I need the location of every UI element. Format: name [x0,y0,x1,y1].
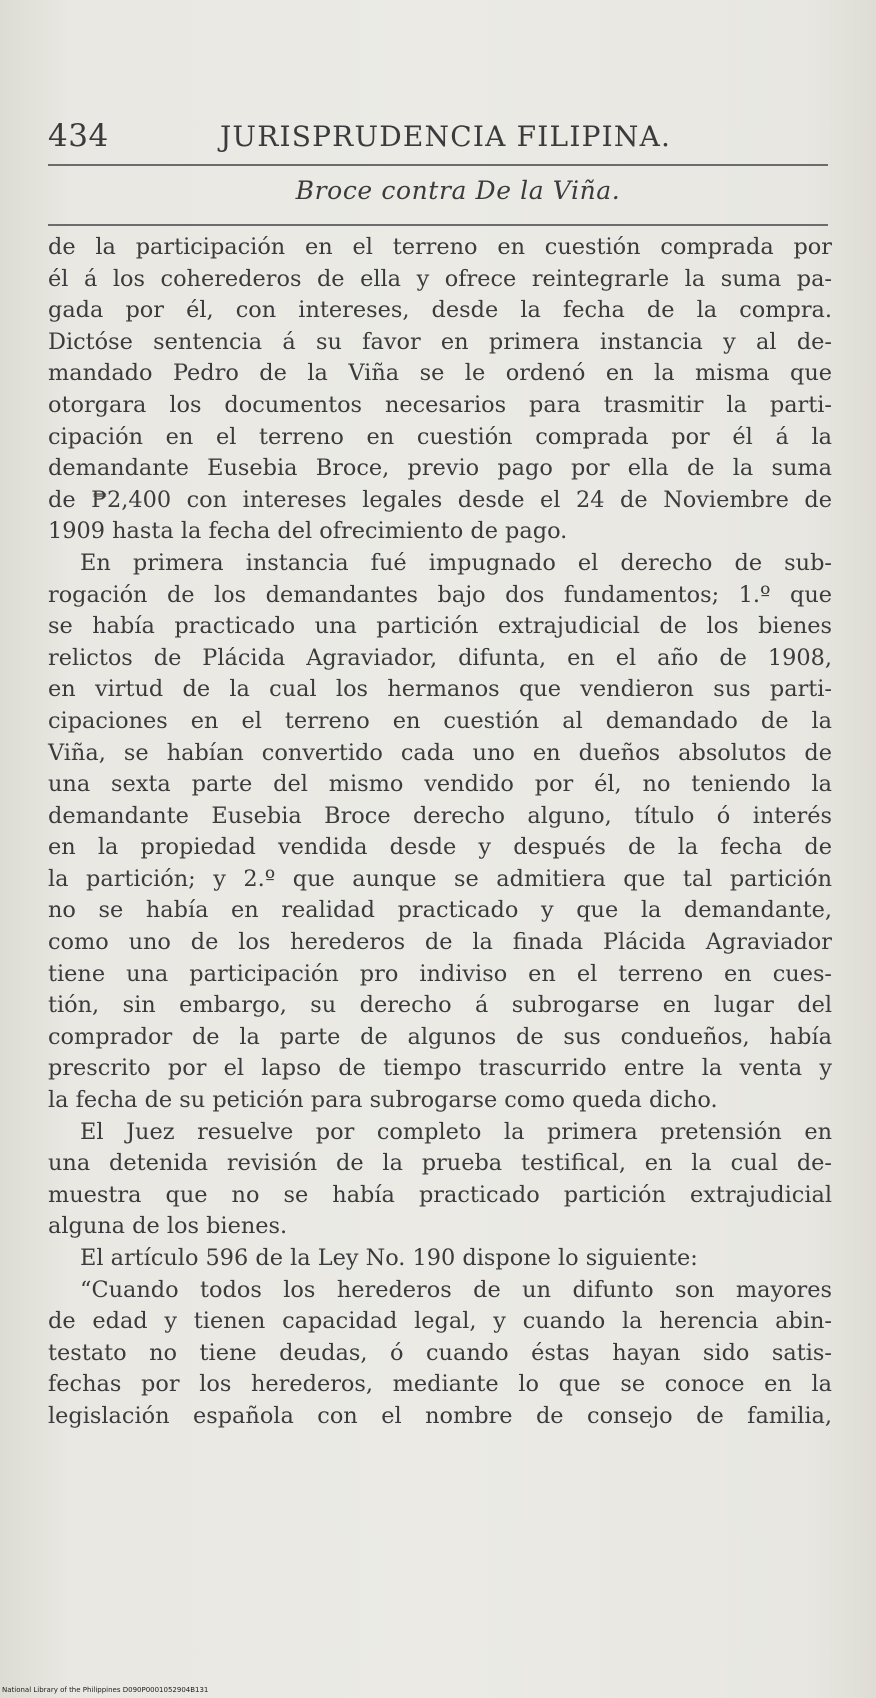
text-line: de la participación en el terreno en cuestión comprada por [48,234,832,260]
text-line: una detenida revisión de la prueba testifical, en la cual de- [48,1150,832,1177]
text-line: tión, sin embargo, su derecho á subrogarse en lugar del [48,992,832,1019]
text-line: rogación de los demandantes bajo dos fundamentos; 1.º que [48,581,832,608]
text-line: cipación en el terreno en cuestión comprada por él á la [48,423,832,450]
text-line: gada por él, con intereses, desde la fecha de la compra. [48,297,832,324]
text-line: tiene una participación pro indiviso en el terreno en cues- [48,960,832,987]
body-text [48,232,832,1433]
text-line: comprador de la parte de algunos de sus condueños, había [48,1023,832,1050]
text-line: otorgara los documentos necesarios para trasmitir la parti- [48,391,832,418]
text-line: la fecha de su petición para subrogarse como queda dicho. [48,1087,718,1114]
text-line: de edad y tienen capacidad legal, y cuando la herencia abin- [48,1308,832,1335]
text-line: legislación española con el nombre de consejo de familia, [48,1402,832,1429]
text-line: fechas por los herederos, mediante lo que se conoce en la [48,1371,832,1398]
text-line: demandante Eusebia Broce derecho alguno, título ó interés [48,802,832,829]
text-line: no se había en realidad practicado y que la demandante, [48,897,832,924]
text-line: Dictóse sentencia á su favor en primera instancia y al de- [48,328,832,355]
case-title: Broce contra De la Viña. [295,176,621,205]
text-line: En primera instancia fué impugnado el derecho de sub- [80,549,832,576]
text-line: El Juez resuelve por completo la primera pretensión en [80,1118,832,1145]
library-stamp: National Library of the Philippines D090P0001052904B131 [2,1686,209,1694]
header-rule-top [48,164,828,166]
text-line: se había practicado una partición extrajudicial de los bienes [48,613,832,640]
text-line: una sexta parte del mismo vendido por él, no teniendo la [48,771,832,798]
text-line: de ₱2,400 con intereses legales desde el 24 de Noviembre de [48,486,832,513]
text-line: en la propiedad vendida desde y después de la fecha de [48,834,832,861]
text-line: en virtud de la cual los hermanos que vendieron sus parti- [48,676,832,703]
text-line: mandado Pedro de la Viña se le ordenó en la misma que [48,360,832,387]
text-line: 1909 hasta la fecha del ofrecimiento de pago. [48,518,568,545]
text-line: la partición; y 2.º que aunque se admitiera que tal partición [48,865,832,892]
text-line: demandante Eusebia Broce, previo pago por ella de la suma [48,455,832,482]
header-rule-bottom [48,224,828,226]
text-line: como uno de los herederos de la finada Plácida Agraviador [48,929,832,956]
text-line: él á los coherederos de ella y ofrece reintegrarle la suma pa- [48,265,832,292]
text-line: El artículo 596 de la Ley No. 190 dispone lo siguiente: [80,1245,698,1271]
page-number: 434 [48,118,109,154]
page-header [48,118,828,162]
text-line: testato no tiene deudas, ó cuando éstas hayan sido satis- [48,1339,832,1366]
text-line: alguna de los bienes. [48,1213,288,1240]
text-line: “Cuando todos los herederos de un difunto son mayores [80,1276,832,1303]
text-line: prescrito por el lapso de tiempo trascurrido entre la venta y [48,1055,832,1082]
text-line: Viña, se habían convertido cada uno en dueños absolutos de [48,739,832,766]
text-line: cipaciones en el terreno en cuestión al demandado de la [48,707,832,734]
text-line: relictos de Plácida Agraviador, difunta, en el año de 1908, [48,644,832,671]
running-title: JURISPRUDENCIA FILIPINA. [220,120,672,153]
text-line: muestra que no se había practicado partición extrajudicial [48,1181,832,1208]
